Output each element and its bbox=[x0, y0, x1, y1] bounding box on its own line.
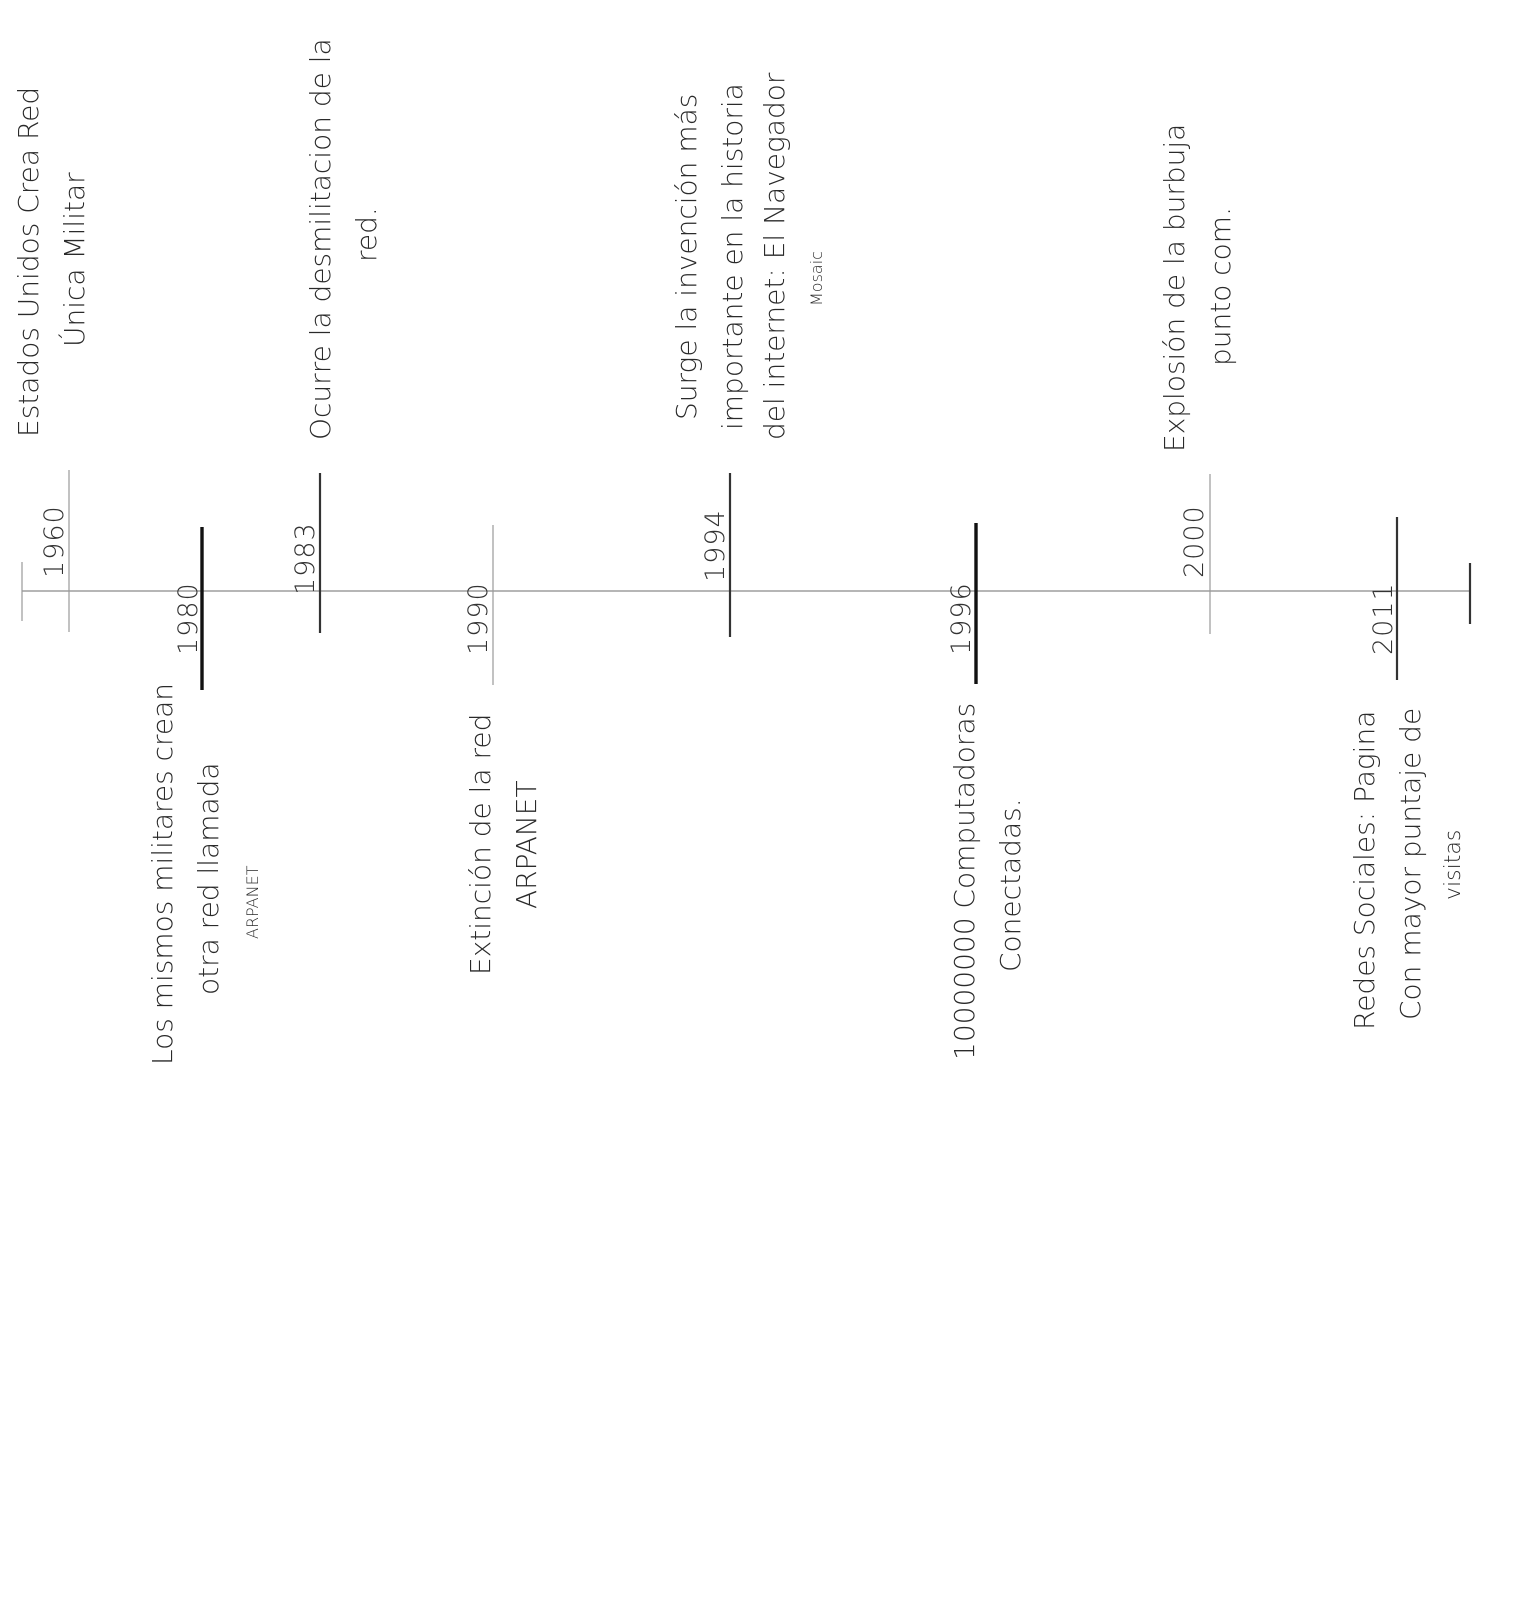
event-2011 bbox=[1348, 517, 1466, 1030]
event-text-1960: Estados Unidos Crea Red Única Militar bbox=[12, 86, 91, 437]
event-1960 bbox=[12, 78, 91, 632]
event-text-2011: Redes Sociales: Pagina Con mayor puntaje de visitas bbox=[1348, 707, 1466, 1030]
year-label-1990: 1990 bbox=[463, 582, 494, 655]
year-label-1996: 1996 bbox=[946, 582, 977, 655]
event-1980 bbox=[146, 527, 262, 1065]
event-text-1994: Surge la invención más importante en la historia del internet: El Navegador Mosaic bbox=[670, 72, 826, 440]
year-label-1983: 1983 bbox=[290, 522, 321, 595]
event-text-1990: Extinción de la red ARPANET bbox=[464, 713, 543, 975]
year-label-1994: 1994 bbox=[700, 509, 731, 582]
event-1994 bbox=[670, 64, 826, 637]
event-text-1980: Los mismos militares crean otra red llamada ARPANET bbox=[146, 682, 262, 1065]
event-text-1996: 10000000 Computadoras Conectadas. bbox=[948, 702, 1027, 1060]
year-label-1960: 1960 bbox=[39, 505, 70, 578]
event-2000 bbox=[1158, 115, 1237, 634]
event-1996 bbox=[946, 523, 1027, 1060]
event-1983 bbox=[290, 29, 383, 633]
event-1990 bbox=[463, 525, 543, 975]
year-label-1980: 1980 bbox=[173, 582, 204, 655]
year-label-2000: 2000 bbox=[1179, 505, 1210, 578]
year-label-2011: 2011 bbox=[1368, 582, 1399, 655]
event-text-2000: Explosión de la burbuja punto com. bbox=[1158, 123, 1237, 452]
event-text-1983: Ocurre la desmilitacion de la red. bbox=[304, 38, 383, 440]
